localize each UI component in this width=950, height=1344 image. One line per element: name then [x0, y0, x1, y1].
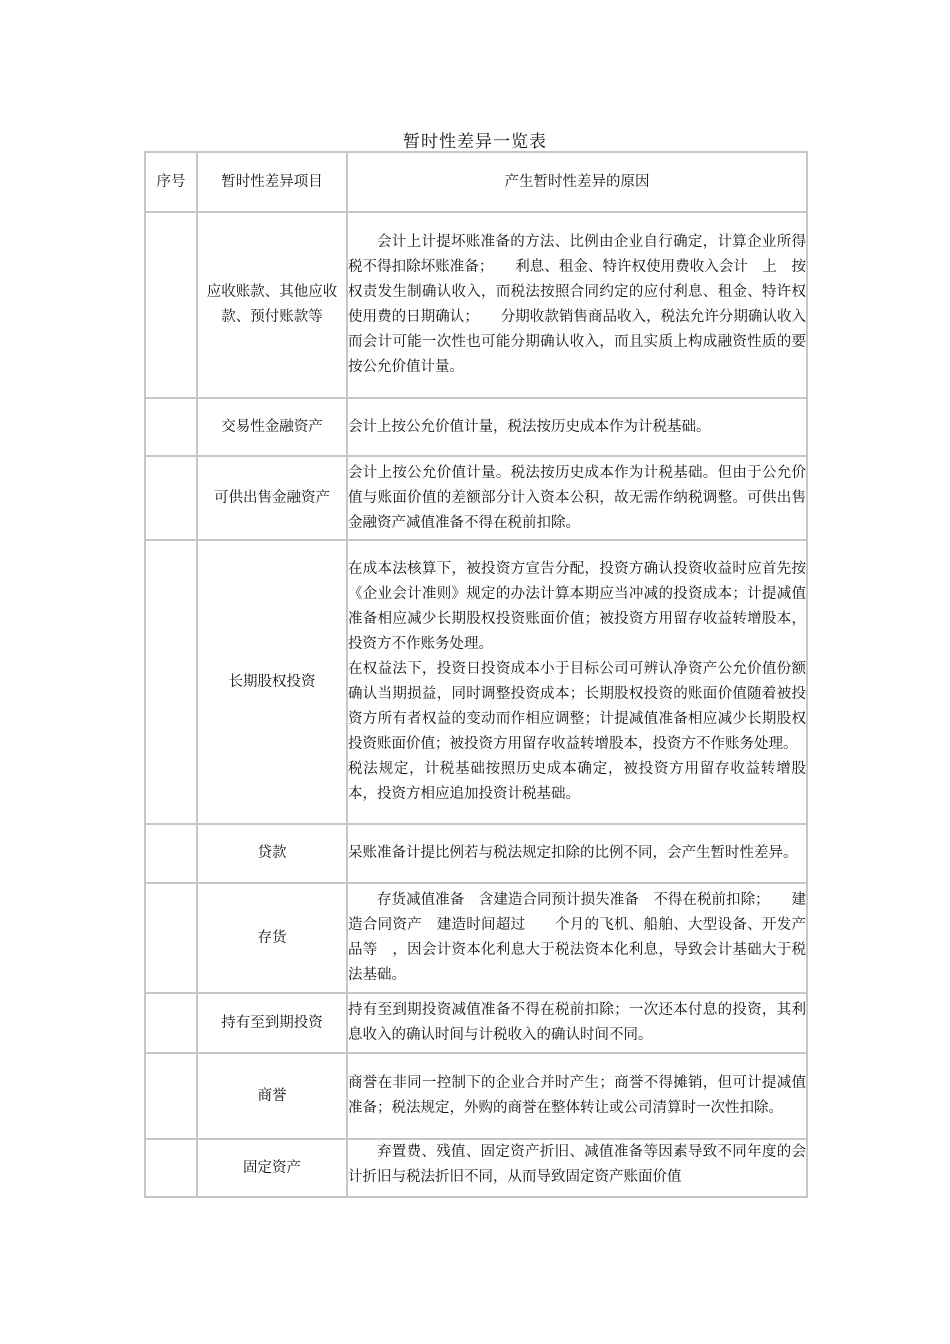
- reason-paragraph: 呆账准备计提比例若与税法规定扣除的比例不同，会产生暂时性差异。: [348, 845, 798, 861]
- row-item: 贷款: [197, 824, 347, 883]
- row-seq: [145, 398, 197, 456]
- row-seq: [145, 883, 197, 993]
- table-row: [145, 824, 807, 883]
- temporary-difference-table: [144, 151, 808, 1198]
- row-seq: [145, 993, 197, 1053]
- reason-paragraph: 会计上按公允价值计量，税法按历史成本作为计税基础。: [348, 418, 711, 435]
- row-item: 可供出售金融资产: [197, 456, 347, 540]
- reason-paragraph: 会计上计提坏账准备的方法、比例由企业自行确定，计算企业所得税不得扣除坏账准备； 利息、租金、特许权使用费收入会计 上 按权责发生制确认收入，而税法按照合同约定的应付利息、租金、特许权使用费的日期确认； 分期收款销售商品收入，税法允许分期确认收入而会计可能一次性也可能分期确认收入，而且实质上构成融资性质的要按公允价值计量。: [348, 234, 806, 375]
- row-item: 存货: [197, 883, 347, 993]
- row-item: 商誉: [197, 1053, 347, 1139]
- table-row: [145, 1053, 807, 1139]
- header-seq: 序号: [145, 152, 197, 212]
- row-reason: [347, 824, 807, 883]
- reason-paragraph: 持有至到期投资减值准备不得在税前扣除；一次还本付息的投资，其利息收入的确认时间与计税收入的确认时间不同。: [348, 1002, 806, 1043]
- row-seq: [145, 824, 197, 883]
- row-reason: [347, 993, 807, 1053]
- reason-paragraph: 在权益法下，投资日投资成本小于目标公司可辨认净资产公允价值份额确认当期损益，同时调整投资成本；长期股权投资的账面价值随着被投资方所有者权益的变动而作相应调整；计提减值准备相应减少长期股权投资账面价值；被投资方用留存收益转增股本，投资方不作账务处理。: [348, 661, 806, 752]
- reason-paragraph: 税法规定，计税基础按照历史成本确定，被投资方用留存收益转增股本，投资方相应追加投资计税基础。: [348, 761, 806, 802]
- table-row: [145, 883, 807, 993]
- table-row: [145, 540, 807, 824]
- reason-paragraph: 存货减值准备 含建造合同预计损失准备 不得在税前扣除； 建造合同资产 建造时间超过 个月的飞机、船舶、大型设备、开发产品等 ，因会计资本化利息大于税法资本化利息，导致会计基础大于税法基础。: [348, 892, 806, 983]
- row-item: 固定资产: [197, 1139, 347, 1197]
- row-item: 应收账款、其他应收款、预付账款等: [197, 212, 347, 398]
- reason-paragraph: 在成本法核算下，被投资方宣告分配，投资方确认投资收益时应首先按《企业会计准则》规定的办法计算本期应当冲减的投资成本；计提减值准备相应减少长期股权投资账面价值；被投资方用留存收益转增股本，投资方不作账务处理。: [348, 561, 806, 652]
- row-seq: [145, 456, 197, 540]
- table-row: [145, 456, 807, 540]
- row-item: 长期股权投资: [197, 540, 347, 824]
- row-reason: [347, 540, 807, 824]
- row-seq: [145, 1053, 197, 1139]
- row-seq: [145, 540, 197, 824]
- row-reason: [347, 398, 807, 456]
- table-row: [145, 398, 807, 456]
- reason-paragraph: 商誉在非同一控制下的企业合并时产生；商誉不得摊销，但可计提减值准备；税法规定，外购的商誉在整体转让或公司清算时一次性扣除。: [348, 1075, 806, 1116]
- table-row: [145, 212, 807, 398]
- header-reason: 产生暂时性差异的原因: [347, 152, 807, 212]
- table-row: [145, 1139, 807, 1197]
- reason-paragraph: 弃置费、残值、固定资产折旧、减值准备等因素导致不同年度的会计折旧与税法折旧不同，从而导致固定资产账面价值: [348, 1144, 806, 1185]
- row-reason: [347, 883, 807, 993]
- table-row: [145, 993, 807, 1053]
- row-reason: [347, 1053, 807, 1139]
- table-header-row: [145, 152, 807, 212]
- row-reason: [347, 212, 807, 398]
- header-item: 暂时性差异项目: [197, 152, 347, 212]
- row-seq: [145, 212, 197, 398]
- row-item: 持有至到期投资: [197, 993, 347, 1053]
- document-title: 暂时性差异一览表: [403, 132, 547, 152]
- row-item: 交易性金融资产: [197, 398, 347, 456]
- row-reason: [347, 1139, 807, 1197]
- row-seq: [145, 1139, 197, 1197]
- row-reason: [347, 456, 807, 540]
- reason-paragraph: 会计上按公允价值计量。税法按历史成本作为计税基础。但由于公允价值与账面价值的差额部分计入资本公积，故无需作纳税调整。可供出售金融资产减值准备不得在税前扣除。: [348, 464, 806, 531]
